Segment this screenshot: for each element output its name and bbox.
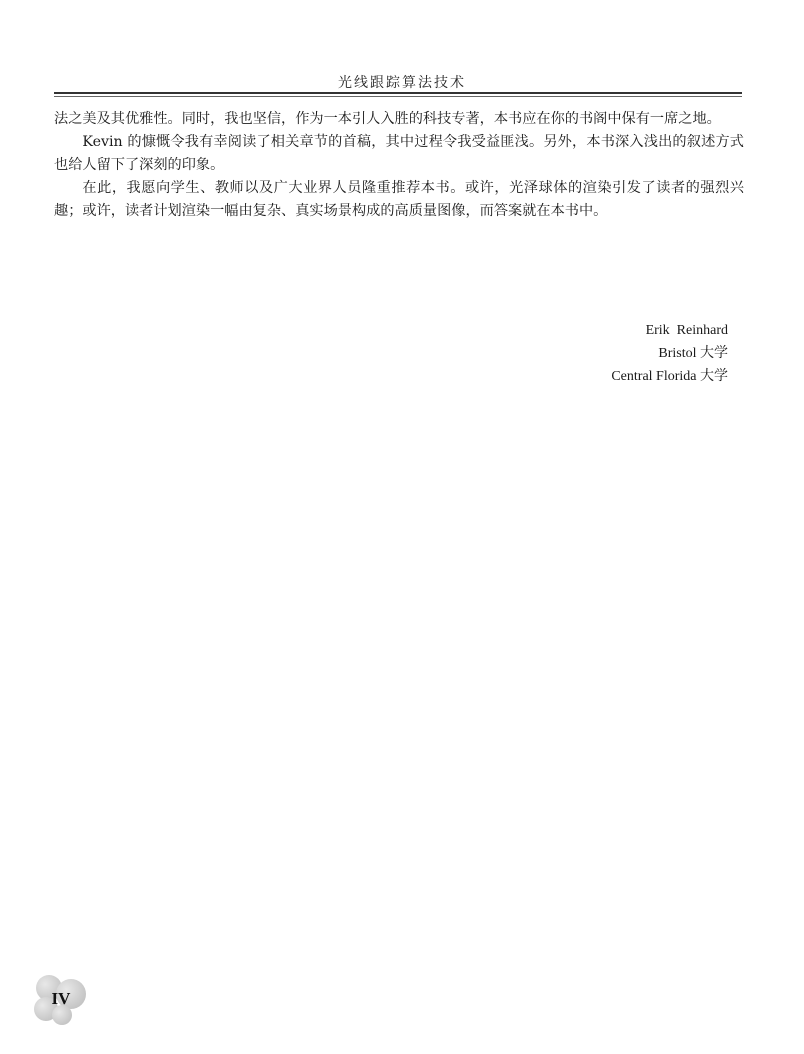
signature-affiliation: Central Florida 大学 bbox=[611, 369, 728, 384]
paragraph: 在此，我愿向学生、教师以及广大业界人员隆重推荐本书。或许，光泽球体的渲染引发了读者的强烈兴趣；或许，读者计划渲染一幅由复杂、真实场景构成的高质量图像，而答案就在本书中。 bbox=[54, 180, 744, 219]
paragraph-continuation: 法之美及其优雅性。同时，我也坚信，作为一本引人入胜的科技专著，本书应在你的书阁中保有一席之地。 bbox=[54, 111, 721, 127]
signature-affiliation: Bristol 大学 bbox=[658, 346, 728, 361]
body-text bbox=[54, 108, 744, 223]
header-rule-thin bbox=[54, 96, 742, 97]
signature-name: Erik Reinhard bbox=[645, 323, 728, 338]
signature-block bbox=[611, 319, 728, 388]
running-header-title: 光线跟踪算法技术 bbox=[338, 75, 466, 91]
paragraph: Kevin 的慷慨令我有幸阅读了相关章节的首稿，其中过程令我受益匪浅。另外，本书深入浅出的叙述方式也给人留下了深刻的印象。 bbox=[54, 134, 744, 173]
page-number-badge bbox=[34, 975, 88, 1029]
header-rule bbox=[54, 92, 742, 94]
page-number: IV bbox=[51, 989, 71, 1008]
